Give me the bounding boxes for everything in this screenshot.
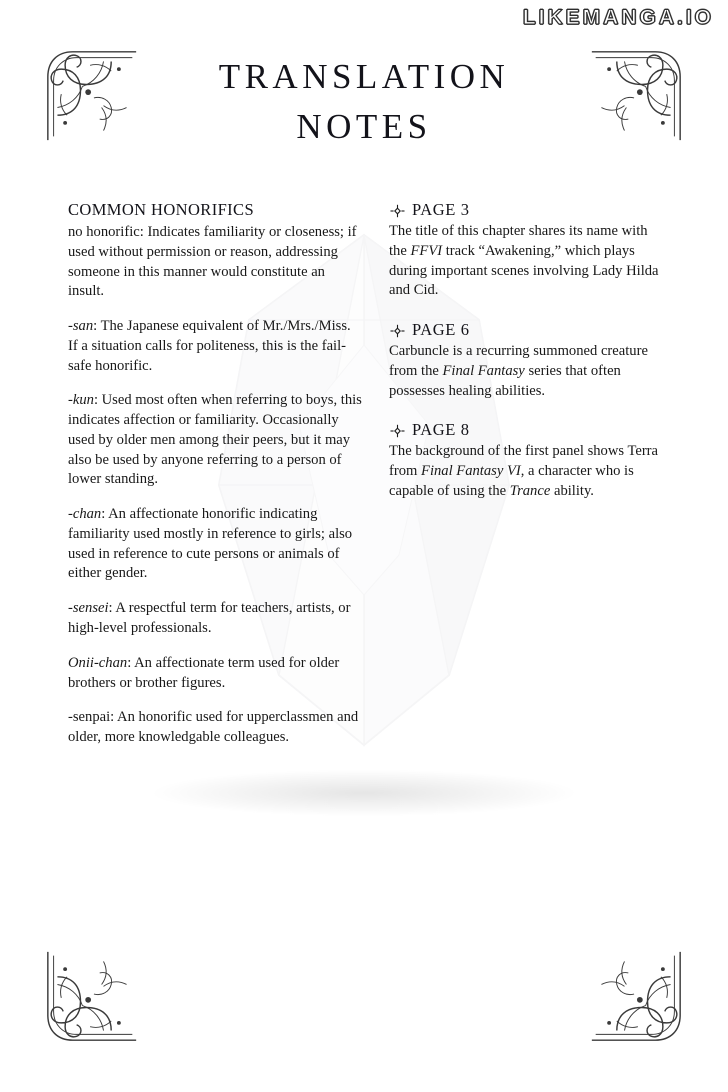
honorific-definition: : The Japanese equivalent of Mr./Mrs./Miss. If a situation calls for politeness, this is the fail-safe honorific. [68,318,351,374]
page-note [389,200,667,301]
page-note-title: PAGE 6 [412,320,470,340]
honorifics-entry [68,708,363,748]
note-text: The background of the first panel shows Terra from [389,443,659,480]
page-note-heading [389,200,667,220]
honorifics-entry [68,505,363,584]
honorifics-entry [68,599,363,639]
note-text: ability. [550,482,594,499]
note-text-italic: Final Fantasy VI [421,463,521,480]
honorific-term: -sensei [68,600,109,617]
note-text: Carbuncle is a recurring summoned creature from the [389,343,648,379]
page-note [389,320,667,401]
page-note [389,420,667,501]
honorifics-entry [68,654,363,694]
page-note-heading [389,420,667,440]
ornament-corner-bottom-right [588,948,684,1044]
honorific-term: -chan [68,506,102,523]
honorifics-entry [68,223,363,302]
crystal-shadow [154,770,574,816]
honorific-definition: : Used most often when referring to boys, this indicates affection or familiarity. Occasionally used by older men among their peers, but it may also be used by anyone referring to a person of lower standing. [68,392,362,488]
diamond-bullet-icon [389,323,406,337]
note-text: series that often possesses healing abilities. [389,362,621,399]
diamond-bullet-icon [389,423,406,437]
note-text-italic: FFVI [410,242,443,259]
honorifics-heading: COMMON HONORIFICS [68,200,255,219]
site-watermark: LIKEMANGA.IO [522,6,714,29]
honorifics-entry-list [68,223,363,748]
page-note-title: PAGE 3 [412,200,470,219]
honorific-definition: -senpai: An honorific used for upperclassmen and older, more knowledgable colleagues. [68,709,359,746]
page-note-body [389,342,667,401]
page-note-body [389,222,667,301]
honorific-term: Onii-chan [68,654,128,671]
honorific-definition: : A respectful term for teachers, artists, or high-level professionals. [68,600,351,637]
page-title-line-2: NOTES [296,106,432,146]
note-text-italic: Trance [509,482,551,499]
page-note-heading [389,320,667,340]
note-text: , a character who is capable of using the [389,463,634,499]
honorific-definition: : An affectionate honorific indicating familiarity used mostly in reference to girls; also used in reference to cute persons or animals of either gender. [68,506,353,582]
diamond-bullet-icon [389,203,406,217]
honorific-term: -kun [68,392,94,409]
notes-columns [0,200,728,763]
honorific-definition: no honorific: Indicates familiarity or closeness; if used without permission or reason, addressing someone in this manner would constitute an insult. [68,224,357,300]
page-notes-column [389,200,667,521]
note-text-italic: Final Fantasy [442,362,525,379]
honorific-term: -san [68,318,94,335]
page-note-body [389,442,667,501]
page-title [0,52,728,151]
note-text: The title of this chapter shares its name with the [389,223,648,259]
honorific-definition: : An affectionate term used for older brothers or brother figures. [68,654,340,691]
honorifics-column [68,200,363,763]
ornament-corner-bottom-left [44,948,140,1044]
note-text: track “Awakening,” which plays during important scenes involving Lady Hilda and Cid. [389,242,659,299]
honorifics-entry [68,317,363,376]
page-title-line-1: TRANSLATION [218,57,510,96]
page-note-title: PAGE 8 [412,420,470,440]
honorifics-entry [68,391,363,490]
